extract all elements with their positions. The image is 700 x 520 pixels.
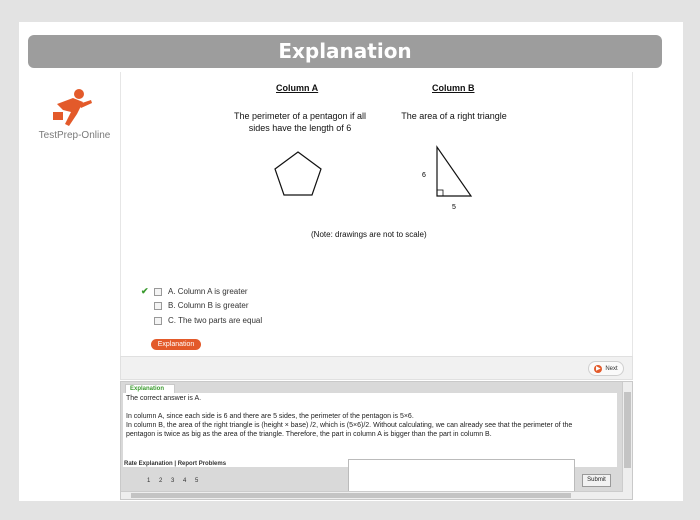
check-icon: ✔ [141, 286, 149, 296]
explanation-line2: In column A, since each side is 6 and there are 5 sides, the perimeter of the pentagon is 5×6. [126, 413, 414, 420]
explanation-text [123, 393, 617, 467]
option-c-checkbox[interactable] [154, 317, 162, 325]
option-b-label: B. Column B is greater [168, 301, 249, 310]
option-c-label: C. The two parts are equal [168, 316, 263, 325]
runner-logo-icon [47, 88, 95, 128]
option-b[interactable] [141, 301, 248, 310]
feedback-textarea[interactable] [348, 459, 575, 492]
triangle-height-label: 6 [422, 172, 426, 179]
column-b-text: The area of a right triangle [401, 111, 507, 121]
question-panel [120, 72, 633, 356]
vertical-scrollbar[interactable] [622, 382, 632, 499]
explanation-panel [120, 381, 633, 500]
column-a-text-line2: sides have the length of 6 [248, 123, 352, 133]
triangle-base-label: 5 [452, 204, 456, 211]
scale-note: (Note: drawings are not to scale) [311, 230, 427, 239]
horizontal-scrollbar[interactable] [121, 491, 623, 499]
explanation-button[interactable]: Explanation [151, 339, 201, 350]
submit-button[interactable]: Submit [582, 474, 611, 487]
option-c[interactable] [141, 316, 262, 325]
logo-text: TestPrep-Online [38, 130, 111, 141]
column-a-heading: Column A [276, 83, 319, 93]
navigation-bar [120, 356, 633, 380]
explanation-line1: The correct answer is A. [126, 395, 202, 402]
option-a-checkbox[interactable] [154, 288, 162, 296]
explanation-line4: pentagon is twice as big as the area of the triangle. Therefore, the part in column A is bigger than the part in column B. [126, 431, 492, 438]
option-a[interactable] [141, 286, 248, 297]
pentagon-icon [273, 150, 323, 198]
option-a-label: A. Column A is greater [168, 287, 248, 296]
tab-explanation[interactable]: Explanation [125, 384, 175, 394]
column-a-text [219, 110, 381, 134]
page-title: Explanation [28, 35, 662, 68]
rating-numbers[interactable]: 1 2 3 4 5 [147, 478, 199, 484]
column-b-heading: Column B [432, 83, 475, 93]
rate-explanation-label[interactable]: Rate Explanation | Report Problems [124, 461, 227, 467]
option-b-checkbox[interactable] [154, 302, 162, 310]
main-card [19, 22, 683, 501]
next-button[interactable] [588, 361, 624, 376]
explanation-line3: In column B, the area of the right triangle is (height × base) /2, which is (5×6)/2. Without calculating, we can already see that the perimeter of the [126, 422, 573, 429]
next-label: Next [605, 365, 618, 372]
next-arrow-icon: ▶ [596, 365, 601, 372]
right-triangle-icon [434, 144, 474, 200]
column-a-text-line1: The perimeter of a pentagon if all [233, 111, 367, 121]
